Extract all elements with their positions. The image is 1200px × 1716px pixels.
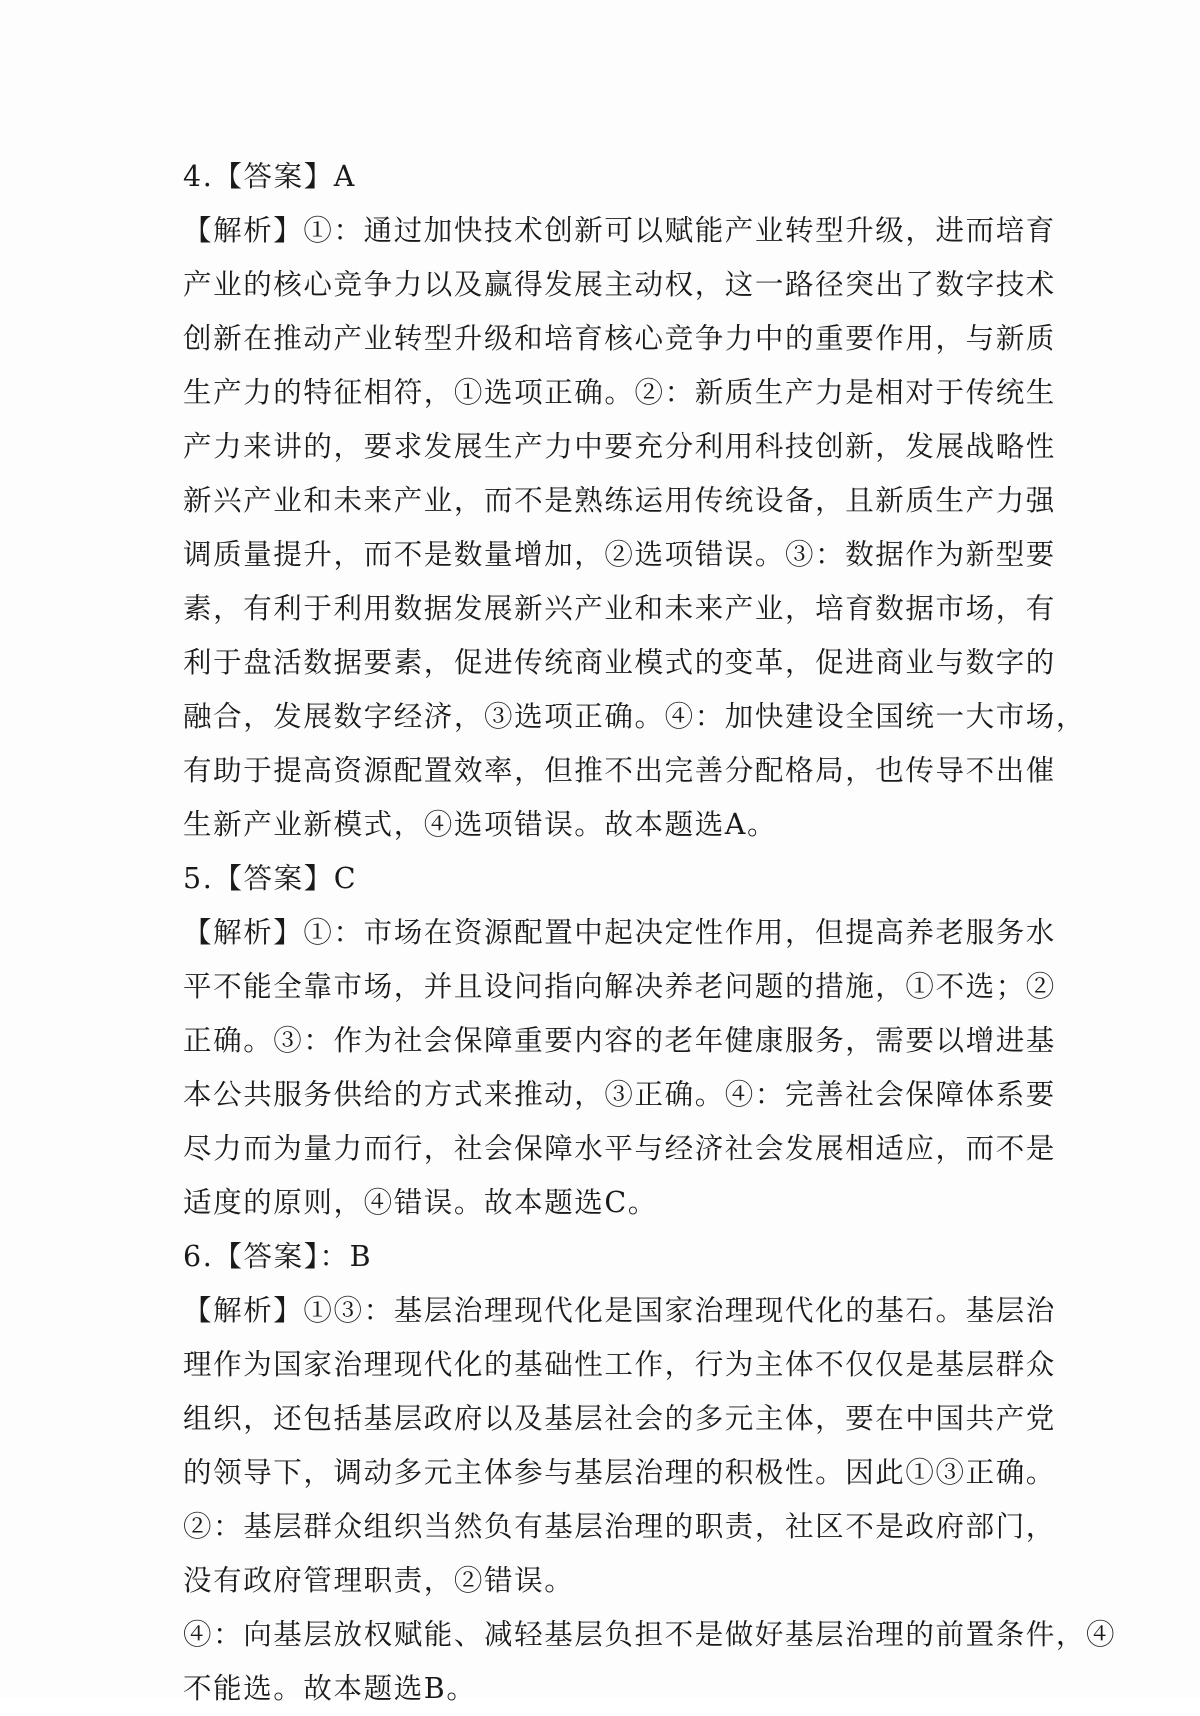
q4-analysis-line: 新兴产业和未来产业，而不是熟练运用传统设备，且新质生产力强 bbox=[183, 484, 1056, 517]
q5-analysis-line: 本公共服务供给的方式来推动，③正确。④：完善社会保障体系要 bbox=[183, 1078, 1056, 1111]
q4-analysis-line: 融合，发展数字经济，③选项正确。④：加快建设全国统一大市场， bbox=[183, 700, 1087, 733]
q5-analysis-line: 适度的原则，④错误。故本题选C。 bbox=[183, 1186, 658, 1219]
q5-analysis-line: 平不能全靠市场，并且设问指向解决养老问题的措施，①不选；② bbox=[183, 970, 1056, 1003]
q5-analysis-line: 正确。③：作为社会保障重要内容的老年健康服务，需要以增进基 bbox=[183, 1024, 1056, 1057]
q4-analysis-line: 产力来讲的，要求发展生产力中要充分利用科技创新，发展战略性 bbox=[183, 430, 1056, 463]
q6-answer-heading: 6.【答案】：B bbox=[183, 1240, 373, 1273]
q6-analysis-line: 的领导下，调动多元主体参与基层治理的积极性。因此①③正确。 bbox=[183, 1456, 1056, 1489]
q4-analysis-line: 产业的核心竞争力以及赢得发展主动权，这一路径突出了数字技术 bbox=[183, 268, 1056, 301]
q4-analysis-line: 创新在推动产业转型升级和培育核心竞争力中的重要作用，与新质 bbox=[183, 322, 1056, 355]
q6-analysis-line: ②：基层群众组织当然负有基层治理的职责，社区不是政府部门， bbox=[183, 1510, 1056, 1543]
q4-analysis-line: 调质量提升，而不是数量增加，②选项错误。③：数据作为新型要 bbox=[183, 538, 1056, 571]
q5-answer-heading: 5.【答案】C bbox=[183, 862, 358, 895]
q4-analysis-line: 【解析】①：通过加快技术创新可以赋能产业转型升级，进而培育 bbox=[183, 214, 1056, 247]
q6-analysis-line: 【解析】①③：基层治理现代化是国家治理现代化的基石。基层治 bbox=[183, 1294, 1056, 1327]
q5-analysis-line: 尽力而为量力而行，社会保障水平与经济社会发展相适应，而不是 bbox=[183, 1132, 1056, 1165]
q4-analysis-line: 生产力的特征相符，①选项正确。②：新质生产力是相对于传统生 bbox=[183, 376, 1056, 409]
q6-analysis-line: 不能选。故本题选B。 bbox=[183, 1672, 477, 1705]
q4-analysis-line: 利于盘活数据要素，促进传统商业模式的变革，促进商业与数字的 bbox=[183, 646, 1056, 679]
q4-analysis-line: 生新产业新模式，④选项错误。故本题选A。 bbox=[183, 808, 778, 841]
q4-analysis-line: 有助于提高资源配置效率，但推不出完善分配格局，也传导不出催 bbox=[183, 754, 1056, 787]
q6-analysis-line: 理作为国家治理现代化的基础性工作，行为主体不仅仅是基层群众 bbox=[183, 1348, 1056, 1381]
q4-analysis-line: 素，有利于利用数据发展新兴产业和未来产业，培育数据市场，有 bbox=[183, 592, 1056, 625]
q6-analysis-line: ④：向基层放权赋能、减轻基层负担不是做好基层治理的前置条件，④ bbox=[183, 1618, 1117, 1651]
q6-analysis-line: 组织，还包括基层政府以及基层社会的多元主体，要在中国共产党 bbox=[183, 1402, 1056, 1435]
answer-explanation-text bbox=[183, 150, 1117, 1716]
q4-answer-heading: 4.【答案】A bbox=[183, 160, 356, 193]
q5-analysis-line: 【解析】①：市场在资源配置中起决定性作用，但提高养老服务水 bbox=[183, 916, 1056, 949]
q6-analysis-line: 没有政府管理职责，②错误。 bbox=[183, 1564, 575, 1597]
